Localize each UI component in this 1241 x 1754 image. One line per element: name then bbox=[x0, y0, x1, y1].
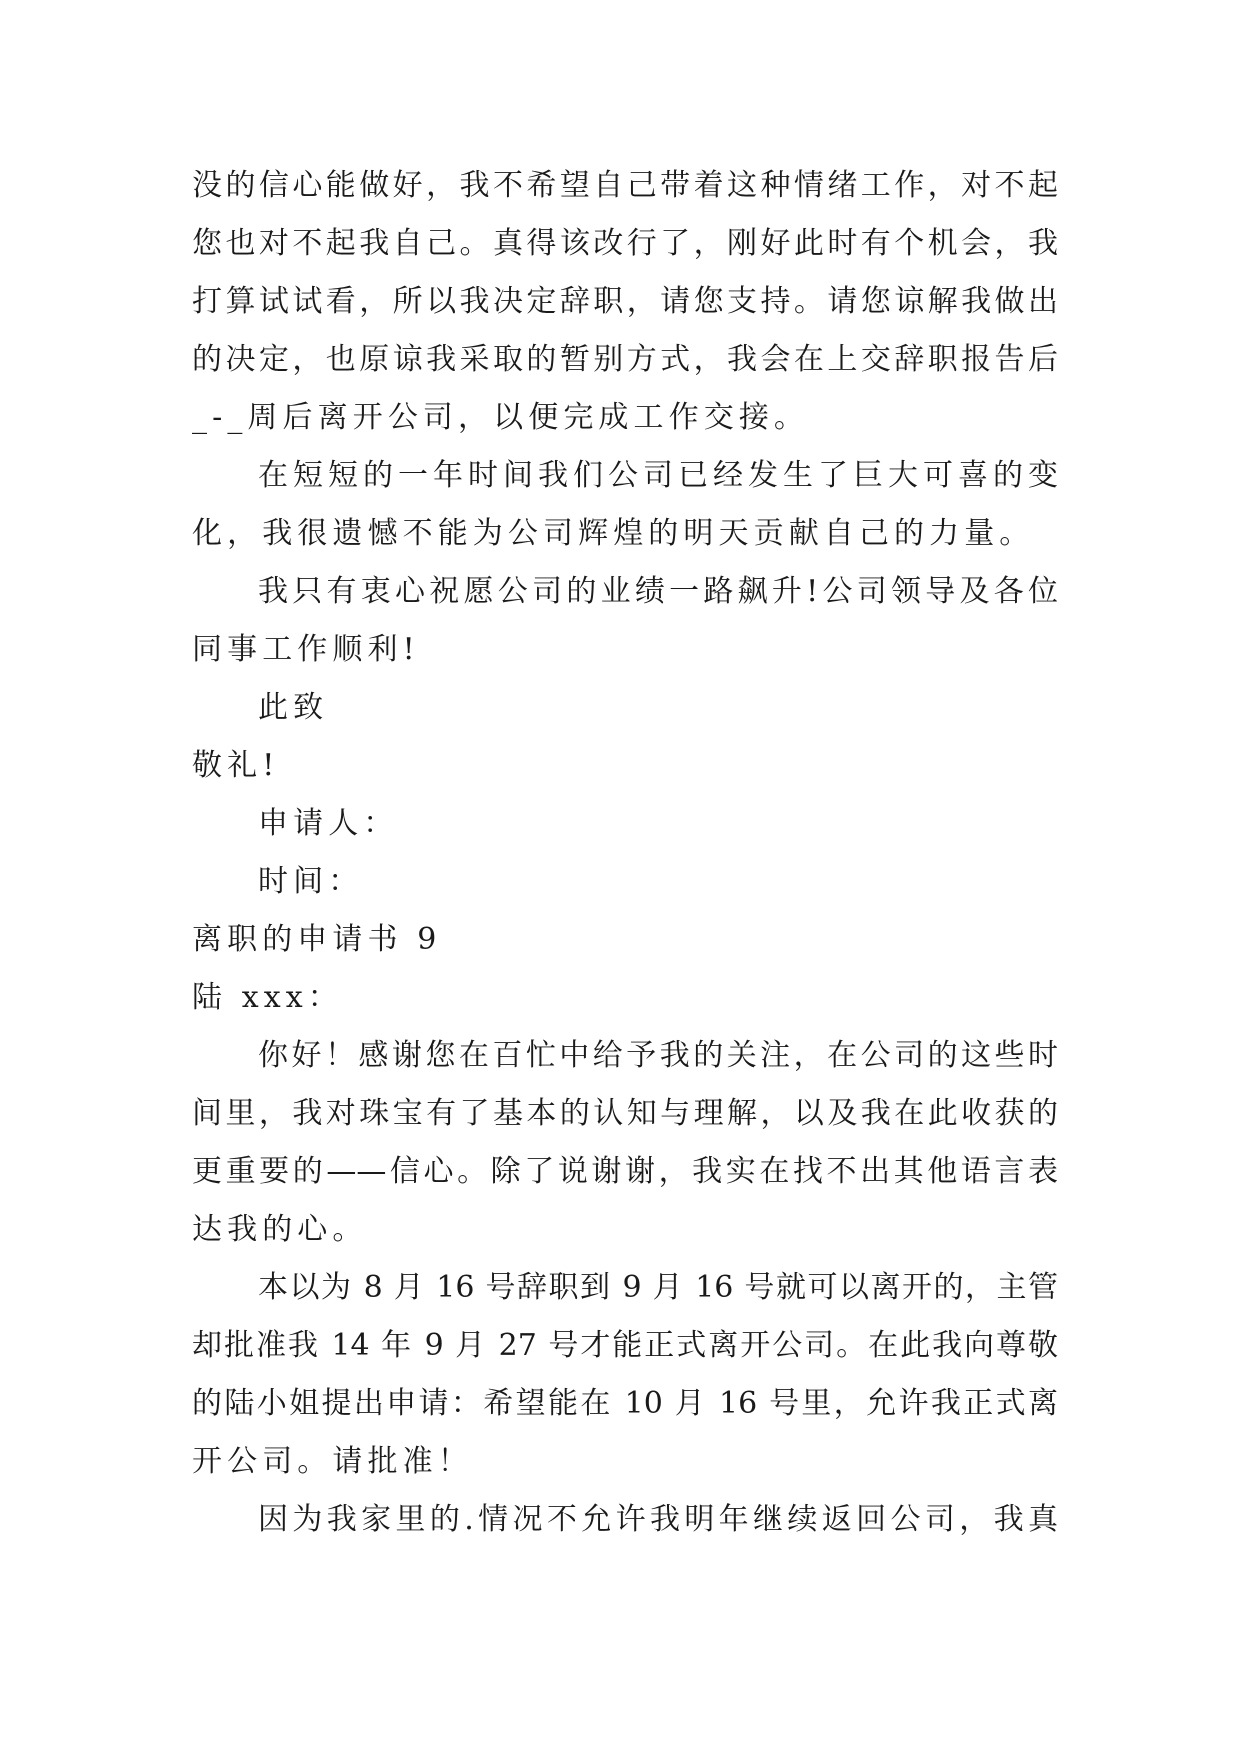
section-title: 离职的申请书 9 bbox=[192, 922, 442, 957]
text-line: 我只有衷心祝愿公司的业绩一路飙升!公司领导及各位 bbox=[258, 574, 1058, 609]
text-line: 的陆小姐提出申请：希望能在 10 月 16 号里，允许我正式离 bbox=[192, 1386, 1058, 1421]
text-line: 打算试试看，所以我决定辞职，请您支持。请您谅解我做出 bbox=[192, 284, 1058, 319]
text-line: 间里，我对珠宝有了基本的认知与理解，以及我在此收获的 bbox=[192, 1096, 1058, 1131]
text-line: 因为我家里的.情况不允许我明年继续返回公司，我真 bbox=[258, 1502, 1058, 1537]
text-line: 开公司。请批准！ bbox=[192, 1444, 473, 1479]
closing-regards: 敬礼! bbox=[192, 748, 280, 783]
text-line: 在短短的一年时间我们公司已经发生了巨大可喜的变 bbox=[258, 458, 1058, 493]
text-line: 同事工作顺利! bbox=[192, 632, 420, 667]
text-line: 达我的心。 bbox=[192, 1212, 368, 1247]
text-line: 的决定，也原谅我采取的暂别方式，我会在上交辞职报告后 bbox=[192, 342, 1058, 377]
recipient-greeting: 陆 xxx： bbox=[192, 980, 343, 1015]
applicant-label: 申请人： bbox=[258, 806, 399, 841]
closing-salutation: 此致 bbox=[258, 690, 329, 725]
date-label: 时间： bbox=[258, 864, 364, 899]
text-line: 本以为 8 月 16 号辞职到 9 月 16 号就可以离开的，主管 bbox=[258, 1270, 1058, 1305]
text-line: 您也对不起我自己。真得该改行了，刚好此时有个机会，我 bbox=[192, 226, 1058, 261]
text-line: 没的信心能做好，我不希望自己带着这种情绪工作，对不起 bbox=[192, 168, 1058, 203]
text-line: 却批准我 14 年 9 月 27 号才能正式离开公司。在此我向尊敬 bbox=[192, 1328, 1058, 1363]
text-line: 化，我很遗憾不能为公司辉煌的明天贡献自己的力量。 bbox=[192, 516, 1035, 551]
text-line: 更重要的——信心。除了说谢谢，我实在找不出其他语言表 bbox=[192, 1154, 1058, 1189]
letter-body bbox=[192, 157, 1058, 1549]
text-line: _-_周后离开公司，以便完成工作交接。 bbox=[192, 400, 810, 435]
text-line: 你好！感谢您在百忙中给予我的关注，在公司的这些时 bbox=[258, 1038, 1058, 1073]
